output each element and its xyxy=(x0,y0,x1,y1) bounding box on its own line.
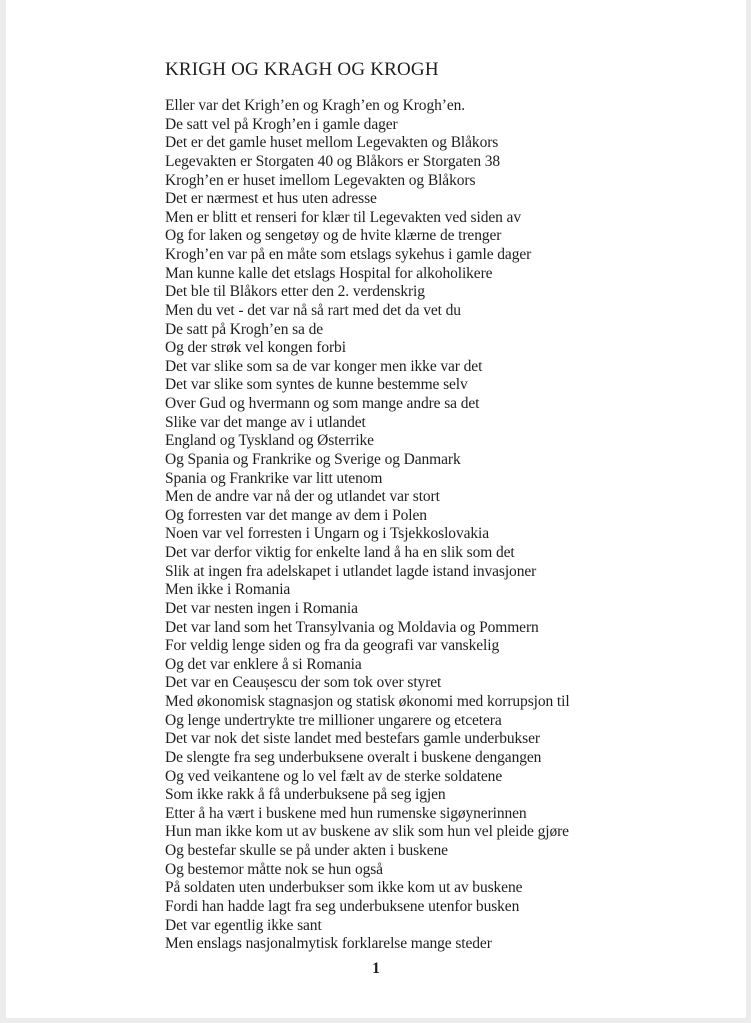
poem-line: Legevakten er Storgaten 40 og Blåkors er Storgaten 38 xyxy=(165,152,501,170)
poem-line: Det var egentlig ikke sant xyxy=(165,916,322,934)
poem-line: Og det var enklere å si Romania xyxy=(165,655,362,673)
poem-line: De satt vel på Krogh’en i gamle dager xyxy=(165,115,398,133)
poem-line: Krogh’en er huset imellom Legevakten og Blåkors xyxy=(165,171,476,189)
poem-line: Eller var det Krigh’en og Kragh’en og Krogh’en. xyxy=(165,97,466,114)
poem-line: Det var nesten ingen i Romania xyxy=(165,599,358,617)
poem-line: Med økonomisk stagnasjon og statisk økonomi med korrupsjon til xyxy=(165,693,570,710)
poem-line: Og bestefar skulle se på under akten i buskene xyxy=(165,842,448,859)
poem-line: På soldaten uten underbukser som ikke kom ut av buskene xyxy=(165,879,523,897)
poem-line: Men de andre var nå der og utlandet var stort xyxy=(165,488,440,506)
poem-line: For veldig lenge siden og fra da geografi var vanskelig xyxy=(165,637,500,655)
poem-line: Og lenge undertrykte tre millioner ungarere og etcetera xyxy=(165,711,502,729)
poem-body xyxy=(165,97,665,954)
poem-line: Det var slike som sa de var konger men ikke var det xyxy=(165,357,483,375)
poem-line: Og for laken og sengetøy og de hvite klærne de trenger xyxy=(165,227,502,245)
poem-line: Og der strøk vel kongen forbi xyxy=(165,339,346,357)
poem-line: De slengte fra seg underbuksene overalt i buskene dengangen xyxy=(165,748,542,766)
poem-line: Men du vet - det var nå så rart med det da vet du xyxy=(165,301,461,319)
page-number: 1 xyxy=(372,960,380,977)
poem-line: Hun man ikke kom ut av buskene av slik som hun vel pleide gjøre xyxy=(165,823,569,841)
poem-line: Og ved veikantene og lo vel fælt av de sterke soldatene xyxy=(165,767,503,785)
poem-line: Og bestemor måtte nok se hun også xyxy=(165,860,383,878)
poem-line: Slik at ingen fra adelskapet i utlandet lagde istand invasjoner xyxy=(165,562,537,580)
poem-line: Det var land som het Transylvania og Moldavia og Pommern xyxy=(165,618,539,636)
poem-line: Det var en Ceaușescu der som tok over styret xyxy=(165,674,442,692)
poem-line: Og forresten var det mange av dem i Polen xyxy=(165,506,427,524)
poem-line: Det var derfor viktig for enkelte land å ha en slik som det xyxy=(165,544,515,561)
document-page xyxy=(6,0,746,1018)
poem-line: Fordi han hadde lagt fra seg underbuksene utenfor busken xyxy=(165,897,520,915)
poem-line: Det var slike som syntes de kunne bestemme selv xyxy=(165,376,468,394)
poem-line: Det var nok det siste landet med bestefars gamle underbukser xyxy=(165,730,540,748)
poem-line: De satt på Krogh’en sa de xyxy=(165,320,324,338)
poem-line: Men er blitt et renseri for klær til Legevakten ved siden av xyxy=(165,208,521,226)
poem-line: Det ble til Blåkors etter den 2. verdenskrig xyxy=(165,283,425,301)
poem-line: Krogh’en var på en måte som etslags sykehus i gamle dager xyxy=(165,246,532,263)
poem-line: Slike var det mange av i utlandet xyxy=(165,413,366,431)
poem-line: Og Spania og Frankrike og Sverige og Danmark xyxy=(165,450,461,468)
poem-line: Det er det gamle huset mellom Legevakten og Blåkors xyxy=(165,134,499,152)
poem-line: Over Gud og hvermann og som mange andre sa det xyxy=(165,395,480,412)
document-title: KRIGH OG KRAGH OG KROGH xyxy=(165,59,439,80)
poem-line: Etter å ha vært i buskene med hun rumenske sigøynerinnen xyxy=(165,804,527,822)
poem-line: Men ikke i Romania xyxy=(165,581,291,599)
poem-line: Man kunne kalle det etslags Hospital for alkoholikere xyxy=(165,264,493,282)
poem-line: Det er nærmest et hus uten adresse xyxy=(165,190,377,208)
poem-line: England og Tyskland og Østerrike xyxy=(165,432,374,450)
poem-line: Men enslags nasjonalmytisk forklarelse mange steder xyxy=(165,935,492,953)
poem-line: Som ikke rakk å få underbuksene på seg igjen xyxy=(165,786,446,804)
poem-line: Noen var vel forresten i Ungarn og i Tsjekkoslovakia xyxy=(165,525,490,543)
poem-line: Spania og Frankrike var litt utenom xyxy=(165,469,383,487)
